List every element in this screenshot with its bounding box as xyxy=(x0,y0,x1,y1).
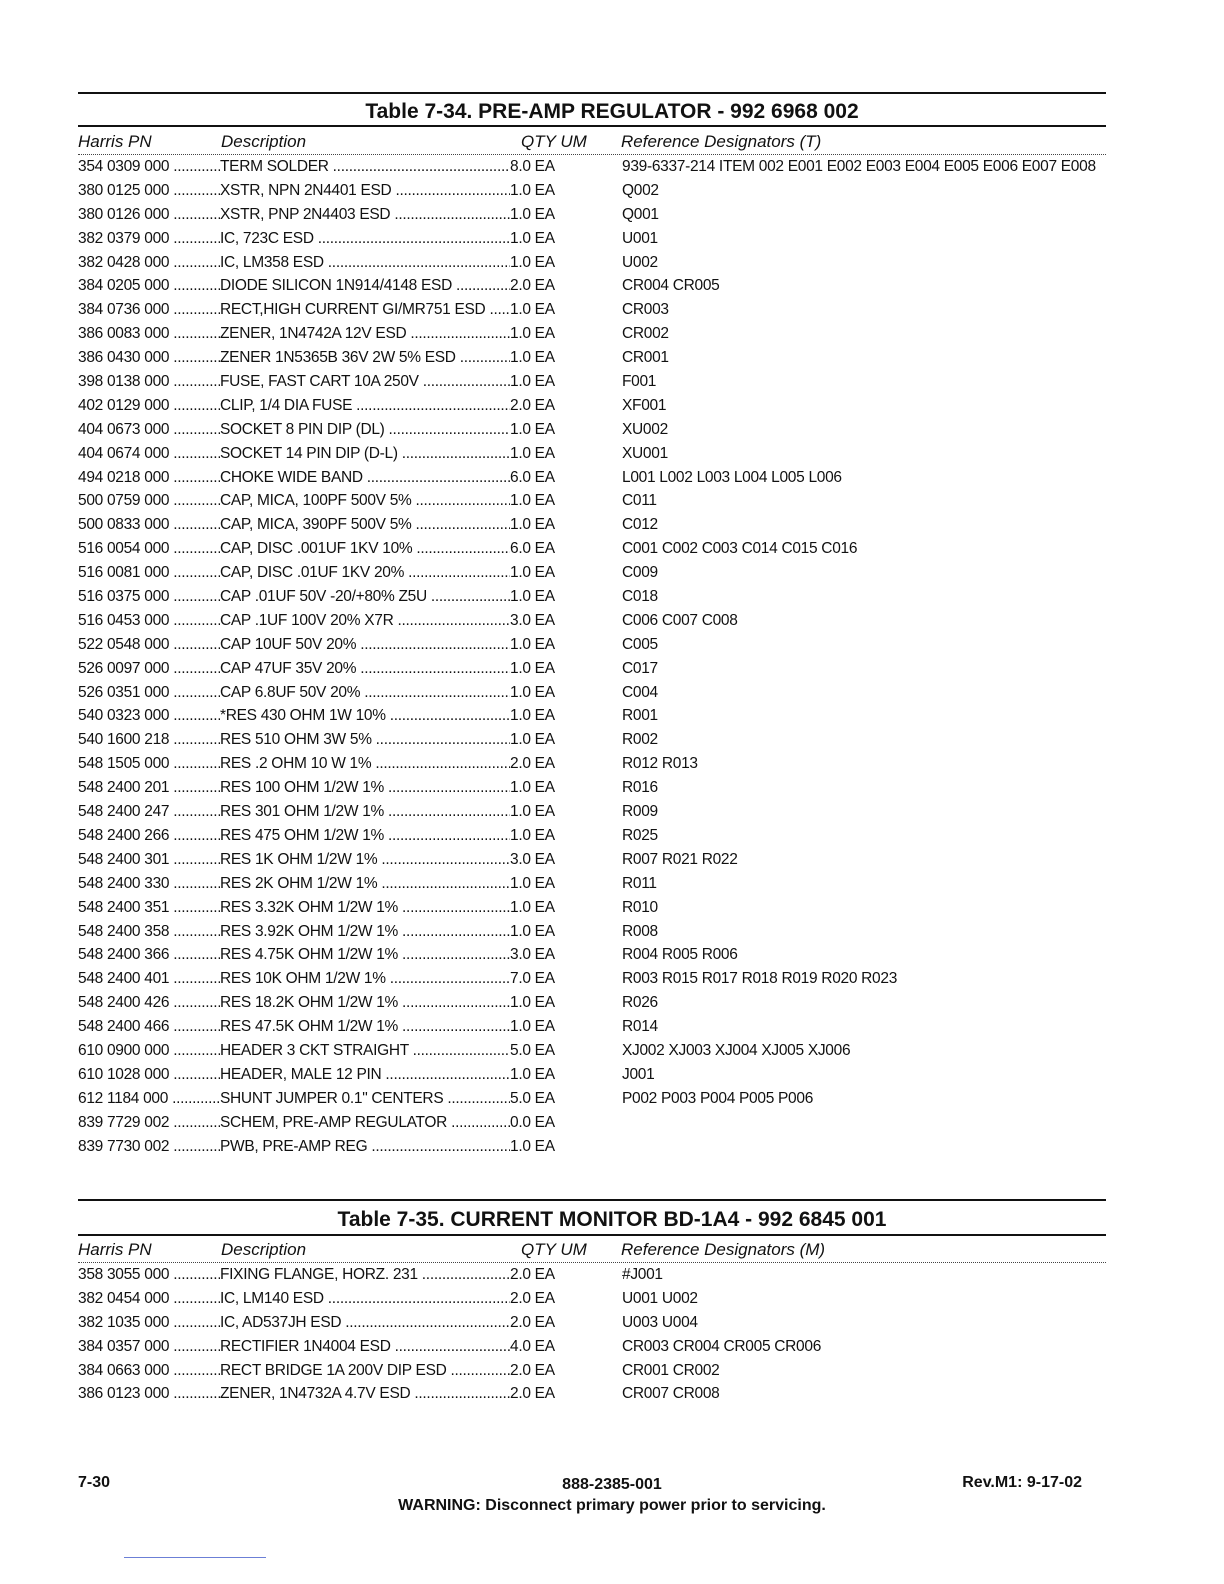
reference-designators: C005 xyxy=(622,635,658,653)
quantity: 5.0 EA xyxy=(510,1089,555,1107)
table-row xyxy=(78,274,1106,298)
table2-header xyxy=(78,1240,1106,1263)
part-number: 382 0379 000 ..... xyxy=(78,230,220,248)
table-row xyxy=(78,251,1106,275)
description: RES 2K OHM 1/2W 1% ..... xyxy=(220,875,510,893)
description: TERM SOLDER ..... xyxy=(220,158,510,176)
table2-header-qty: QTY UM xyxy=(521,1240,587,1259)
part-number: 358 3055 000 ..... xyxy=(78,1266,220,1284)
reference-designators: XJ002 XJ003 XJ004 XJ005 XJ006 xyxy=(622,1041,851,1059)
description: CAP 47UF 35V 20% ..... xyxy=(220,660,510,678)
part-number: 612 1184 000 ..... xyxy=(78,1090,220,1108)
page-number: 7-30 xyxy=(78,1474,111,1491)
reference-designators: CR002 xyxy=(622,325,669,343)
quantity: 1.0 EA xyxy=(510,994,555,1012)
table-row xyxy=(78,585,1106,609)
description: DIODE SILICON 1N914/4148 ESD ..... xyxy=(220,277,510,295)
quantity: 1.0 EA xyxy=(510,205,555,223)
table-row xyxy=(78,322,1106,346)
quantity: 1.0 EA xyxy=(510,874,555,892)
reference-designators: R004 R005 R006 xyxy=(622,946,738,964)
part-number: 500 0833 000 ..... xyxy=(78,516,220,534)
quantity: 1.0 EA xyxy=(510,564,555,582)
quantity: 1.0 EA xyxy=(510,1065,555,1083)
quantity: 7.0 EA xyxy=(510,970,555,988)
part-number: 516 0054 000 ..... xyxy=(78,540,220,558)
table2-top-rule xyxy=(78,1199,1106,1201)
description: SCHEM, PRE-AMP REGULATOR ..... xyxy=(220,1114,510,1132)
quantity: 8.0 EA xyxy=(510,158,555,175)
part-number: 402 0129 000 ..... xyxy=(78,397,220,415)
description: RES 475 OHM 1/2W 1% ..... xyxy=(220,827,510,845)
quantity: 1.0 EA xyxy=(510,301,555,319)
reference-designators: J001 xyxy=(622,1065,655,1083)
table-row xyxy=(78,1135,1106,1159)
part-number: 548 2400 266 ..... xyxy=(78,827,220,845)
quantity: 1.0 EA xyxy=(510,229,555,247)
description: IC, AD537JH ESD ..... xyxy=(220,1314,510,1332)
part-number: 522 0548 000 ..... xyxy=(78,636,220,654)
description: RES 4.75K OHM 1/2W 1% ..... xyxy=(220,946,510,964)
reference-designators: R003 R015 R017 R018 R019 R020 R023 xyxy=(622,970,898,988)
reference-designators: 939-6337-214 ITEM 002 E001 E002 E003 E004 E005 E006 E007 E008 xyxy=(622,158,1096,175)
description: RES .2 OHM 10 W 1% ..... xyxy=(220,755,510,773)
table-row xyxy=(78,1287,1106,1311)
part-number: 380 0126 000 ..... xyxy=(78,206,220,224)
reference-designators: CR003 CR004 CR005 CR006 xyxy=(622,1337,822,1355)
quantity: 2.0 EA xyxy=(510,755,555,773)
table-row xyxy=(78,848,1106,872)
quantity: 0.0 EA xyxy=(510,1113,555,1131)
table-row xyxy=(78,155,1106,179)
part-number: 386 0083 000 ..... xyxy=(78,325,220,343)
table-row xyxy=(78,920,1106,944)
table-row xyxy=(78,442,1106,466)
part-number: 540 1600 218 ..... xyxy=(78,731,220,749)
quantity: 1.0 EA xyxy=(510,516,555,534)
part-number: 494 0218 000 ..... xyxy=(78,469,220,487)
reference-designators: U003 U004 xyxy=(622,1313,698,1331)
quantity: 1.0 EA xyxy=(510,325,555,343)
part-number: 548 2400 201 ..... xyxy=(78,779,220,797)
description: SOCKET 14 PIN DIP (D-L) ..... xyxy=(220,445,510,463)
part-number: 380 0125 000 ..... xyxy=(78,182,220,200)
part-number: 384 0663 000 ..... xyxy=(78,1362,220,1380)
revision: Rev.M1: 9-17-02 xyxy=(962,1474,1082,1491)
table1-header-desc: Description xyxy=(221,132,307,151)
table-row xyxy=(78,967,1106,991)
quantity: 1.0 EA xyxy=(510,707,555,725)
table-row xyxy=(78,800,1106,824)
quantity: 2.0 EA xyxy=(510,396,555,414)
description: CAP 10UF 50V 20% ..... xyxy=(220,636,510,654)
table-row xyxy=(78,227,1106,251)
table-row xyxy=(78,1359,1106,1383)
description: CAP, MICA, 100PF 500V 5% ..... xyxy=(220,492,510,510)
reference-designators: C004 xyxy=(622,683,658,701)
reference-designators: R025 xyxy=(622,826,658,844)
quantity: 3.0 EA xyxy=(510,946,555,964)
description: CAP, DISC .01UF 1KV 20% ..... xyxy=(220,564,510,582)
table-row xyxy=(78,609,1106,633)
quantity: 2.0 EA xyxy=(510,1385,555,1403)
reference-designators: R026 xyxy=(622,994,658,1012)
table-row xyxy=(78,298,1106,322)
part-number: 548 2400 426 ..... xyxy=(78,994,220,1012)
description: FIXING FLANGE, HORZ. 231 ..... xyxy=(220,1266,510,1284)
table-row xyxy=(78,489,1106,513)
quantity: 1.0 EA xyxy=(510,779,555,797)
table2-title: Table 7-35. CURRENT MONITOR BD-1A4 - 992 6845 001 xyxy=(337,1208,887,1231)
table-row xyxy=(78,1311,1106,1335)
table-row xyxy=(78,1263,1106,1287)
reference-designators: XF001 xyxy=(622,396,667,414)
description: RES 100 OHM 1/2W 1% ..... xyxy=(220,779,510,797)
description: CLIP, 1/4 DIA FUSE ..... xyxy=(220,397,510,415)
part-number: 548 2400 401 ..... xyxy=(78,970,220,988)
description: HEADER, MALE 12 PIN ..... xyxy=(220,1066,510,1084)
table-row xyxy=(78,561,1106,585)
decorative-line xyxy=(124,1557,266,1558)
table-row xyxy=(78,418,1106,442)
table-row xyxy=(78,1335,1106,1359)
description: SHUNT JUMPER 0.1" CENTERS ..... xyxy=(220,1090,510,1108)
table-row xyxy=(78,370,1106,394)
part-number: 384 0205 000 ..... xyxy=(78,277,220,295)
description: CHOKE WIDE BAND ..... xyxy=(220,469,510,487)
quantity: 1.0 EA xyxy=(510,731,555,749)
reference-designators: Q002 xyxy=(622,181,659,199)
quantity: 1.0 EA xyxy=(510,683,555,701)
reference-designators: C009 xyxy=(622,564,658,582)
table2-header-pn: Harris PN xyxy=(78,1240,152,1259)
part-number: 404 0673 000 ..... xyxy=(78,421,220,439)
quantity: 2.0 EA xyxy=(510,1361,555,1379)
part-number: 839 7730 002 ..... xyxy=(78,1138,220,1156)
quantity: 6.0 EA xyxy=(510,540,555,558)
quantity: 1.0 EA xyxy=(510,253,555,271)
table-row xyxy=(78,633,1106,657)
description: XSTR, PNP 2N4403 ESD ..... xyxy=(220,206,510,224)
reference-designators: CR003 xyxy=(622,301,669,319)
table2-header-desc: Description xyxy=(221,1240,307,1259)
quantity: 2.0 EA xyxy=(510,1289,555,1307)
description: XSTR, NPN 2N4401 ESD ..... xyxy=(220,182,510,200)
table1-rows xyxy=(78,155,1106,1158)
part-number: 382 0428 000 ..... xyxy=(78,254,220,272)
description: IC, LM358 ESD ..... xyxy=(220,254,510,272)
quantity: 4.0 EA xyxy=(510,1337,555,1355)
table-row xyxy=(78,346,1106,370)
part-number: 839 7729 002 ..... xyxy=(78,1114,220,1132)
part-number: 548 2400 466 ..... xyxy=(78,1018,220,1036)
table-row xyxy=(78,872,1106,896)
table1-header-pn: Harris PN xyxy=(78,132,152,151)
part-number: 548 2400 330 ..... xyxy=(78,875,220,893)
quantity: 1.0 EA xyxy=(510,1137,555,1155)
quantity: 2.0 EA xyxy=(510,1313,555,1331)
quantity: 1.0 EA xyxy=(510,803,555,821)
description: RES 1K OHM 1/2W 1% ..... xyxy=(220,851,510,869)
description: RES 301 OHM 1/2W 1% ..... xyxy=(220,803,510,821)
table-row xyxy=(78,896,1106,920)
description: CAP, DISC .001UF 1KV 10% ..... xyxy=(220,540,510,558)
table2-header-ref: Reference Designators (M) xyxy=(621,1240,826,1259)
table-row xyxy=(78,776,1106,800)
part-number: 540 0323 000 ..... xyxy=(78,707,220,725)
part-number: 404 0674 000 ..... xyxy=(78,445,220,463)
description: HEADER 3 CKT STRAIGHT ..... xyxy=(220,1042,510,1060)
table-row xyxy=(78,704,1106,728)
description: IC, LM140 ESD ..... xyxy=(220,1290,510,1308)
part-number: 384 0736 000 ..... xyxy=(78,301,220,319)
quantity: 1.0 EA xyxy=(510,420,555,438)
table-row xyxy=(78,1087,1106,1111)
reference-designators: CR001 CR002 xyxy=(622,1361,720,1379)
table-row xyxy=(78,513,1106,537)
reference-designators: C012 xyxy=(622,516,658,534)
reference-designators: CR004 CR005 xyxy=(622,277,720,295)
part-number: 384 0357 000 ..... xyxy=(78,1338,220,1356)
description: ZENER, 1N4742A 12V ESD ..... xyxy=(220,325,510,343)
table-row xyxy=(78,991,1106,1015)
part-number: 610 0900 000 ..... xyxy=(78,1042,220,1060)
description: PWB, PRE-AMP REG ..... xyxy=(220,1138,510,1156)
reference-designators: R001 xyxy=(622,707,658,725)
quantity: 1.0 EA xyxy=(510,588,555,606)
table-row xyxy=(78,537,1106,561)
reference-designators: U001 xyxy=(622,229,658,247)
part-number: 548 2400 301 ..... xyxy=(78,851,220,869)
reference-designators: P002 P003 P004 P005 P006 xyxy=(622,1089,814,1107)
description: RECTIFIER 1N4004 ESD ..... xyxy=(220,1338,510,1356)
description: RECT BRIDGE 1A 200V DIP ESD ..... xyxy=(220,1362,510,1380)
table1-header xyxy=(78,132,1106,155)
quantity: 1.0 EA xyxy=(510,898,555,916)
quantity: 1.0 EA xyxy=(510,373,555,391)
description: RES 10K OHM 1/2W 1% ..... xyxy=(220,970,510,988)
quantity: 1.0 EA xyxy=(510,635,555,653)
part-number: 610 1028 000 ..... xyxy=(78,1066,220,1084)
table-row xyxy=(78,943,1106,967)
table-row xyxy=(78,824,1106,848)
table-row xyxy=(78,1111,1106,1135)
reference-designators: R007 R021 R022 xyxy=(622,850,738,868)
description: RECT,HIGH CURRENT GI/MR751 ESD ..... xyxy=(220,301,510,319)
description: CAP 6.8UF 50V 20% ..... xyxy=(220,684,510,702)
table-row xyxy=(78,1039,1106,1063)
quantity: 2.0 EA xyxy=(510,1266,555,1283)
warning-text: WARNING: Disconnect primary power prior to servicing. xyxy=(398,1497,826,1514)
quantity: 1.0 EA xyxy=(510,181,555,199)
reference-designators: L001 L002 L003 L004 L005 L006 xyxy=(622,468,842,486)
part-number: 354 0309 000 ..... xyxy=(78,158,220,176)
reference-designators: C017 xyxy=(622,659,658,677)
part-number: 398 0138 000 ..... xyxy=(78,373,220,391)
reference-designators: R012 R013 xyxy=(622,755,698,773)
reference-designators: R002 xyxy=(622,731,658,749)
description: CAP .1UF 100V 20% X7R ..... xyxy=(220,612,510,630)
part-number: 526 0097 000 ..... xyxy=(78,660,220,678)
part-number: 500 0759 000 ..... xyxy=(78,492,220,510)
part-number: 526 0351 000 ..... xyxy=(78,684,220,702)
description: RES 18.2K OHM 1/2W 1% ..... xyxy=(220,994,510,1012)
part-number: 382 0454 000 ..... xyxy=(78,1290,220,1308)
part-number: 382 1035 000 ..... xyxy=(78,1314,220,1332)
table-row xyxy=(78,728,1106,752)
quantity: 1.0 EA xyxy=(510,444,555,462)
description: *RES 430 OHM 1W 10% ..... xyxy=(220,707,510,725)
reference-designators: XU002 xyxy=(622,420,668,438)
part-number: 548 2400 366 ..... xyxy=(78,946,220,964)
quantity: 3.0 EA xyxy=(510,611,555,629)
table-row xyxy=(78,1382,1106,1406)
description: ZENER 1N5365B 36V 2W 5% ESD ..... xyxy=(220,349,510,367)
reference-designators: R014 xyxy=(622,1018,658,1036)
table-row xyxy=(78,1063,1106,1087)
quantity: 5.0 EA xyxy=(510,1041,555,1059)
table2-title-rule xyxy=(78,1234,1106,1236)
part-number: 516 0375 000 ..... xyxy=(78,588,220,606)
reference-designators: C006 C007 C008 xyxy=(622,611,738,629)
quantity: 2.0 EA xyxy=(510,277,555,295)
reference-designators: CR001 xyxy=(622,349,669,367)
quantity: 1.0 EA xyxy=(510,349,555,367)
table-row xyxy=(78,203,1106,227)
description: RES 3.92K OHM 1/2W 1% ..... xyxy=(220,923,510,941)
part-number: 516 0453 000 ..... xyxy=(78,612,220,630)
table1-header-ref: Reference Designators (T) xyxy=(621,132,822,151)
reference-designators: #J001 xyxy=(622,1266,663,1283)
table-row xyxy=(78,1015,1106,1039)
reference-designators: R008 xyxy=(622,922,658,940)
table-row xyxy=(78,657,1106,681)
reference-designators: R016 xyxy=(622,779,658,797)
table-row xyxy=(78,179,1106,203)
description: RES 3.32K OHM 1/2W 1% ..... xyxy=(220,899,510,917)
description: SOCKET 8 PIN DIP (DL) ..... xyxy=(220,421,510,439)
part-number: 386 0123 000 ..... xyxy=(78,1385,220,1403)
reference-designators: F001 xyxy=(622,373,657,391)
quantity: 1.0 EA xyxy=(510,922,555,940)
reference-designators: C011 xyxy=(622,492,657,510)
reference-designators: Q001 xyxy=(622,205,659,223)
table1-top-rule xyxy=(78,92,1106,94)
reference-designators: C001 C002 C003 C014 C015 C016 xyxy=(622,540,858,558)
reference-designators: R010 xyxy=(622,898,658,916)
reference-designators: R009 xyxy=(622,803,658,821)
reference-designators: U002 xyxy=(622,253,658,271)
table-row xyxy=(78,394,1106,418)
description: RES 510 OHM 3W 5% ..... xyxy=(220,731,510,749)
reference-designators: C018 xyxy=(622,588,658,606)
table-row xyxy=(78,752,1106,776)
quantity: 1.0 EA xyxy=(510,659,555,677)
description: FUSE, FAST CART 10A 250V ..... xyxy=(220,373,510,391)
part-number: 548 2400 247 ..... xyxy=(78,803,220,821)
description: IC, 723C ESD ..... xyxy=(220,230,510,248)
part-number: 548 2400 358 ..... xyxy=(78,923,220,941)
quantity: 1.0 EA xyxy=(510,1018,555,1036)
quantity: 1.0 EA xyxy=(510,826,555,844)
quantity: 3.0 EA xyxy=(510,850,555,868)
table1-title-rule xyxy=(78,125,1106,127)
table-row xyxy=(78,466,1106,490)
reference-designators: XU001 xyxy=(622,444,668,462)
table1-title: Table 7-34. PRE-AMP REGULATOR - 992 6968 002 xyxy=(365,100,859,123)
quantity: 6.0 EA xyxy=(510,468,555,486)
part-number: 516 0081 000 ..... xyxy=(78,564,220,582)
quantity: 1.0 EA xyxy=(510,492,555,510)
table1-header-qty: QTY UM xyxy=(521,132,587,151)
reference-designators: U001 U002 xyxy=(622,1289,698,1307)
part-number: 548 2400 351 ..... xyxy=(78,899,220,917)
description: RES 47.5K OHM 1/2W 1% ..... xyxy=(220,1018,510,1036)
description: ZENER, 1N4732A 4.7V ESD ..... xyxy=(220,1385,510,1403)
table2-rows xyxy=(78,1263,1106,1406)
part-number: 386 0430 000 ..... xyxy=(78,349,220,367)
description: CAP, MICA, 390PF 500V 5% ..... xyxy=(220,516,510,534)
reference-designators: CR007 CR008 xyxy=(622,1385,720,1403)
doc-number: 888-2385-001 xyxy=(562,1476,662,1493)
part-number: 548 1505 000 ..... xyxy=(78,755,220,773)
reference-designators: R011 xyxy=(622,874,657,892)
description: CAP .01UF 50V -20/+80% Z5U ..... xyxy=(220,588,510,606)
table-row xyxy=(78,681,1106,705)
